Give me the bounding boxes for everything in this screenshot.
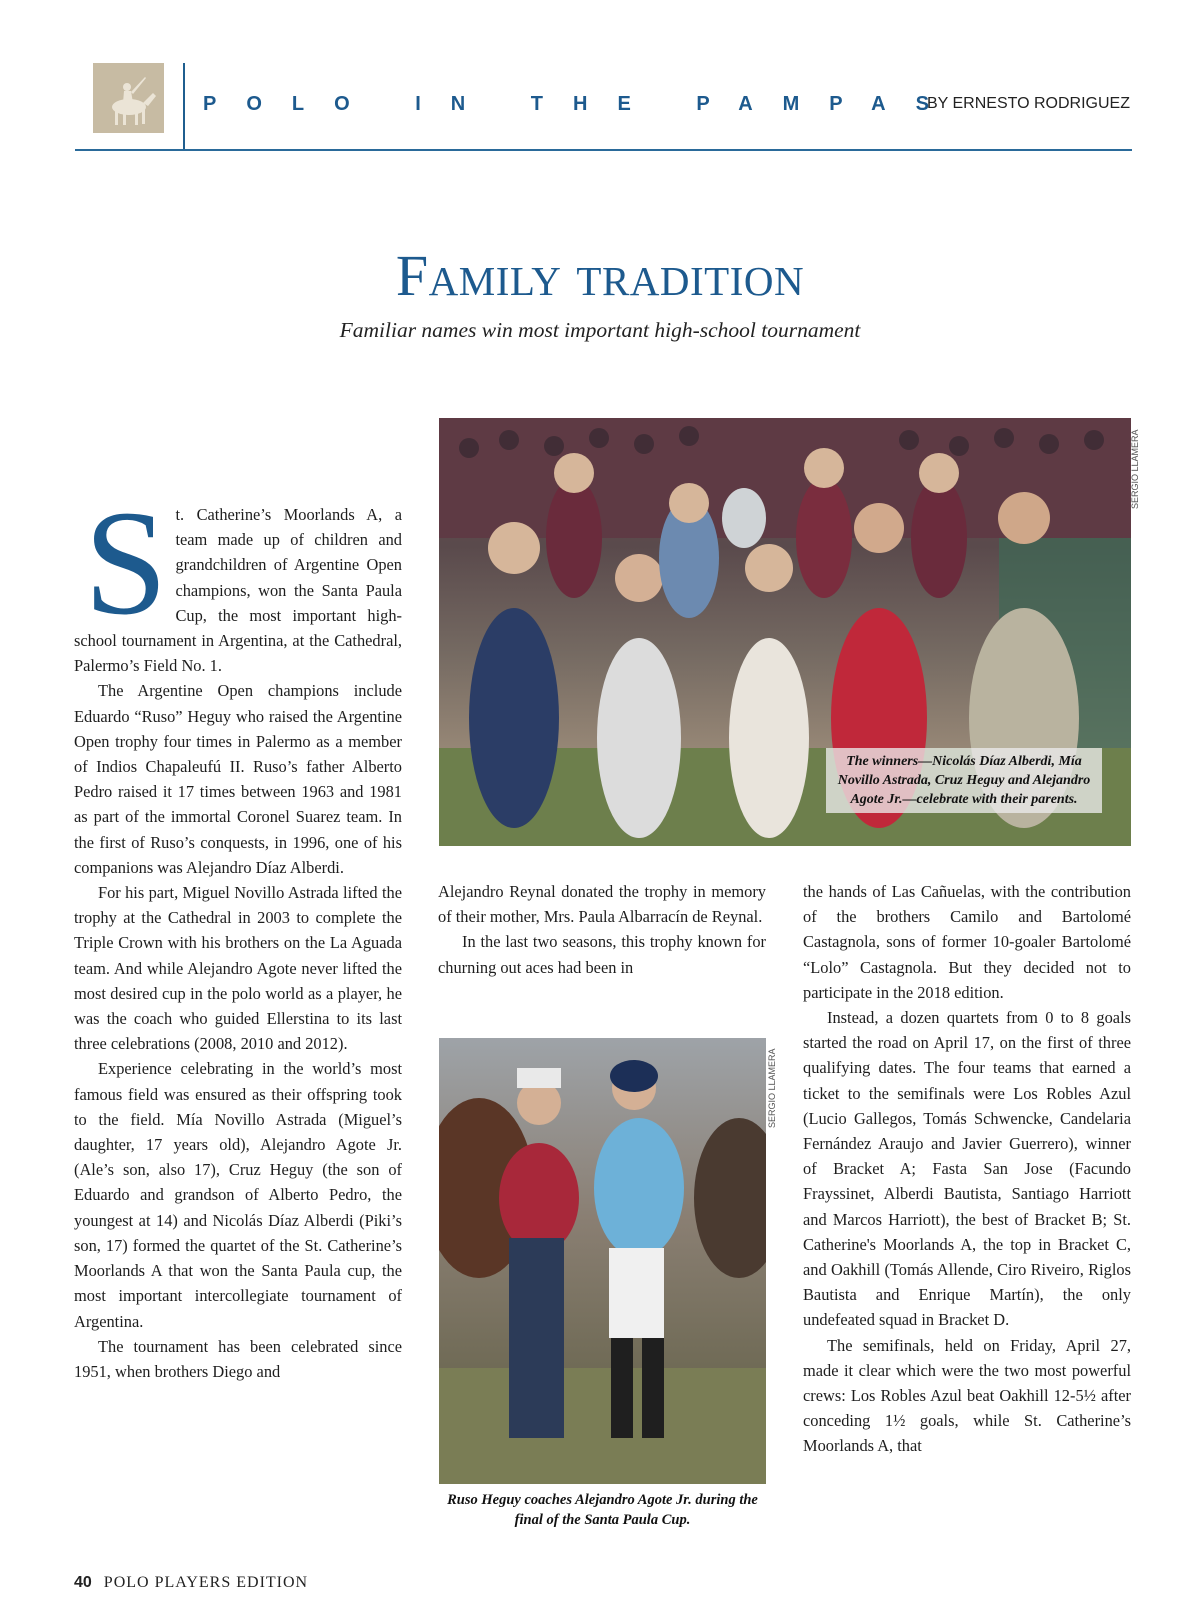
publication-name: POLO PLAYERS EDITION: [103, 1574, 309, 1591]
article-column-3: [803, 879, 1131, 1459]
page-footer: [74, 1572, 474, 1594]
paragraph: The Argentine Open champions include Eduardo “Ruso” Heguy who raised the Argentine Open trophy four times in Palermo as a member of Indios Chapaleufú II. Ruso’s father Alberto Pedro raised it 17 times between 1963 and 1981 as part of the immortal Coronel Suarez team. In the first of Ruso’s conquests, in 1996, one of his companions was Alejandro Díaz Alberdi.: [74, 681, 402, 877]
byline: BY ERNESTO RODRIGUEZ: [927, 95, 1130, 112]
article-subtitle: Familiar names win most important high-school tournament: [339, 318, 861, 342]
paragraph: Instead, a dozen quartets from 0 to 8 goals started the road on April 17, on the first of three qualifying dates. The four teams that earned a ticket to the semifinals were Los Robles Azul (Lucio Gallegos, Tomás Schwencke, Candelaria Fernández Araujo and Javier Guerrero), winner of Bracket A; Fasta San Jose (Facundo Frayssinet, Alberdi Bautista, Santiago Harriott and Marcos Harriott), the best of Bracket B; St. Catherine's Moorlands A, the top in Bracket C, and Oakhill (Tomás Allende, Ciro Riveiro, Riglos Bautista and Enrique Martín), the only undefeated squad in Bracket D.: [803, 1008, 1131, 1330]
coach-player-image: [439, 1038, 766, 1484]
article-title: Family tradition: [395, 243, 805, 308]
paragraph: For his part, Miguel Novillo Astrada lifted the trophy at the Cathedral in 2003 to complete the Triple Crown with his brothers on the La Aguada team. And while Alejandro Agote never lifted the most desired cup in the polo world as a player, he was the coach who guided Ellerstina to its last three celebrations (2008, 2010 and 2012).: [74, 883, 402, 1054]
coaching-photo: [439, 1038, 766, 1484]
polo-player-icon: [93, 63, 164, 133]
header-divider: [183, 63, 185, 149]
paragraph: The tournament has been celebrated since 1951, when brothers Diego and: [74, 1336, 402, 1381]
drop-cap: S: [84, 480, 168, 646]
paragraph: The semifinals, held on Friday, April 27, made it clear which were the two most powerful crews: Los Robles Azul beat Oakhill 12-5½ after conceding 1½ goals, while St. Catherine’s Moorlands A, that: [803, 1335, 1131, 1456]
page-number: 40: [74, 1574, 92, 1591]
paragraph: Alejandro Reynal donated the trophy in memory of their mother, Mrs. Paula Albarracín de Reynal.: [438, 882, 766, 927]
paragraph: the hands of Las Cañuelas, with the contribution of the brothers Camilo and Bartolomé Castagnola, sons of former 10-goaler Bartolomé “Lolo” Castagnola. But they decided not to participate in the 2018 edition.: [803, 882, 1131, 1002]
article-column-1: [74, 480, 402, 1384]
paragraph: t. Catherine’s Moorlands A, a team made up of children and grandchildren of Argentine Open champions, won the Santa Paula Cup, the most important high-school tournament in Argentina, at the Cathedral, Palermo’s Field No. 1.: [74, 505, 402, 676]
section-title: POLO IN THE PAMPAS: [203, 93, 959, 115]
header-rule: [75, 149, 1132, 151]
photo-credit: SERGIO LLAMERA: [767, 1048, 777, 1128]
paragraph: Experience celebrating in the world’s most famous field was ensured as their offspring took to the field. Mía Novillo Astrada (Miguel’s daughter, 17 years old), Alejandro Agote Jr. (Ale’s son, also 17), Cruz Heguy (the son of Eduardo and grandson of Alberto Pedro, the youngest at 14) and Nicolás Díaz Alberdi (Piki’s son, 17) formed the quartet of the St. Catherine’s Moorlands A that won the Santa Paula cup, the most important intercollegiate tournament of Argentina.: [74, 1059, 402, 1331]
photo-caption: The winners—Nicolás Díaz Alberdi, Mía Novillo Astrada, Cruz Heguy and Alejandro Agote Jr.—celebrate with their parents.: [826, 748, 1102, 813]
section-logo: [93, 63, 164, 133]
photo-credit: SERGIO LLAMERA: [1130, 429, 1140, 509]
paragraph: In the last two seasons, this trophy known for churning out aces had been in: [438, 932, 766, 977]
article-column-2: [438, 879, 766, 980]
photo-caption: Ruso Heguy coaches Alejandro Agote Jr. during the final of the Santa Paula Cup.: [447, 1492, 758, 1528]
